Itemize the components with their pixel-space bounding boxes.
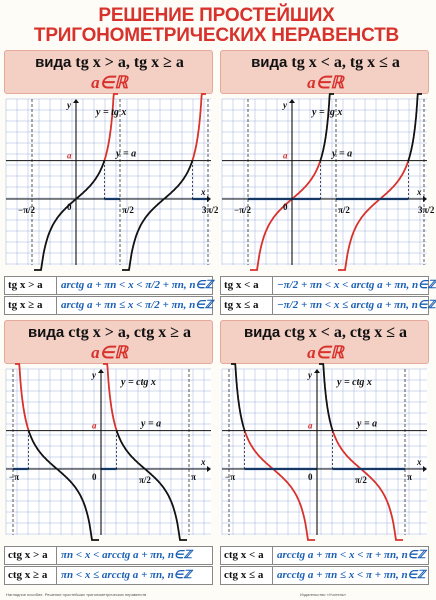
tick-neg-pi: −π: [225, 472, 236, 482]
panel-tg-greater: [4, 50, 219, 321]
solution-rhs: −π/2 + πn < x ≤ arctg a + πn, n∈ℤ: [277, 299, 436, 311]
tg-less-graph: [222, 99, 435, 265]
tick-pi-half: π/2: [355, 475, 367, 485]
solution-rhs: arcctg a + πn < x < π + πn, n∈ℤ: [277, 549, 426, 561]
axis-label-y: y: [67, 100, 71, 110]
curve-label: y = tg x: [96, 107, 127, 118]
solution-row-nonstrict: [4, 566, 213, 585]
solution-lhs: ctg x ≤ a: [221, 567, 273, 584]
tg-greater-graph: [6, 99, 219, 265]
tick-pi: π: [191, 472, 196, 482]
tick-zero: 0: [283, 202, 288, 212]
axis-label-x: x: [201, 457, 206, 467]
header-word: вида: [35, 54, 72, 71]
solution-row-nonstrict: [4, 296, 213, 315]
header-inequality: tg x < a, tg x ≤ a: [291, 54, 400, 71]
tick-pi-half: π/2: [122, 205, 134, 215]
footer: [0, 590, 433, 600]
label-a: a: [308, 420, 313, 431]
tick-3pi-half: 3π/2: [418, 205, 435, 215]
line-label: y = a: [141, 418, 162, 430]
label-a: a: [67, 150, 72, 161]
title-line-2: ТРИГОНОМЕТРИЧЕСКИХ НЕРАВЕНСТВ: [33, 25, 400, 46]
graph-background: [6, 369, 211, 535]
tick-zero: 0: [92, 472, 97, 482]
solution-rhs: πn < x ≤ arcctg a + πn, n∈ℤ: [61, 569, 192, 581]
header-condition: a∈ℝ: [91, 73, 128, 92]
tick-neg-pi: −π: [9, 472, 20, 482]
curve-label: y = ctg x: [121, 377, 156, 388]
tick-neg-pi-half: −π/2: [234, 205, 252, 215]
panel-ctg-less: [220, 320, 429, 591]
header-word: вида: [27, 324, 65, 341]
header-inequality: ctg x > a, ctg x ≥ a: [68, 324, 192, 341]
solution-rhs: πn < x < arcctg a + πn, n∈ℤ: [61, 549, 192, 561]
axis-label-x: x: [417, 457, 422, 467]
axis-label-x: x: [201, 187, 206, 197]
line-label: y = a: [357, 418, 378, 430]
solution-row-nonstrict: [220, 566, 429, 585]
panel-ctg-greater: [4, 320, 213, 591]
panel-header: [4, 320, 213, 364]
tick-pi-half: π/2: [338, 205, 350, 215]
header-inequality: tg x > a, tg x ≥ a: [75, 54, 184, 71]
panel-header: [220, 320, 429, 364]
solution-row-strict: [4, 546, 213, 565]
line-label: y = a: [332, 148, 353, 160]
panel-header: [4, 50, 213, 94]
ctg-greater-graph: [6, 369, 211, 535]
curve-label: y = tg x: [312, 107, 343, 118]
solution-row-strict: [220, 546, 429, 565]
header-word: вида: [243, 324, 281, 341]
header-condition: a∈ℝ: [307, 343, 344, 362]
tick-3pi-half: 3π/2: [202, 205, 219, 215]
solution-rhs: arctg a + πn ≤ x < π/2 + πn, n∈ℤ: [61, 299, 214, 311]
label-a: a: [283, 150, 288, 161]
tick-zero: 0: [308, 472, 313, 482]
axis-label-y: y: [283, 100, 287, 110]
axis-label-x: x: [417, 187, 422, 197]
axis-label-y: y: [308, 370, 312, 380]
ctg-less-graph: [222, 369, 427, 535]
panel-header: [220, 50, 429, 94]
header-word: вида: [251, 54, 288, 71]
tick-neg-pi-half: −π/2: [18, 205, 36, 215]
tick-pi: π: [407, 472, 412, 482]
solution-lhs: tg x ≥ a: [5, 297, 57, 314]
graph-background: [222, 369, 427, 535]
solution-lhs: tg x < a: [221, 277, 273, 294]
header-condition: a∈ℝ: [91, 343, 128, 362]
axis-label-y: y: [92, 370, 96, 380]
curve-label: y = ctg x: [337, 377, 372, 388]
solution-rhs: arctg a + πn < x < π/2 + πn, n∈ℤ: [61, 279, 214, 291]
header-inequality: ctg x < a, ctg x ≤ a: [284, 324, 408, 341]
solution-lhs: ctg x > a: [5, 547, 57, 564]
header-condition: a∈ℝ: [307, 73, 344, 92]
line-label: y = a: [116, 148, 137, 160]
solution-rhs: −π/2 + πn < x < arctg a + πn, n∈ℤ: [277, 279, 436, 291]
solution-row-strict: [220, 276, 436, 295]
solution-rhs: arcctg a + πn ≤ x < π + πn, n∈ℤ: [277, 569, 426, 581]
footer-left: Наглядное пособие. Решение простейших тригонометрических неравенств: [6, 592, 147, 597]
solution-lhs: tg x ≤ a: [221, 297, 273, 314]
solution-lhs: ctg x < a: [221, 547, 273, 564]
solution-lhs: ctg x ≥ a: [5, 567, 57, 584]
solution-lhs: tg x > a: [5, 277, 57, 294]
label-a: a: [92, 420, 97, 431]
footer-right: Издательство «Учитель»: [300, 592, 347, 597]
solution-row-nonstrict: [220, 296, 436, 315]
solution-row-strict: [4, 276, 213, 295]
tick-pi-half: π/2: [139, 475, 151, 485]
title-line-1: РЕШЕНИЕ ПРОСТЕЙШИХ: [98, 5, 335, 26]
panel-tg-less: [220, 50, 436, 321]
tick-zero: 0: [67, 202, 72, 212]
